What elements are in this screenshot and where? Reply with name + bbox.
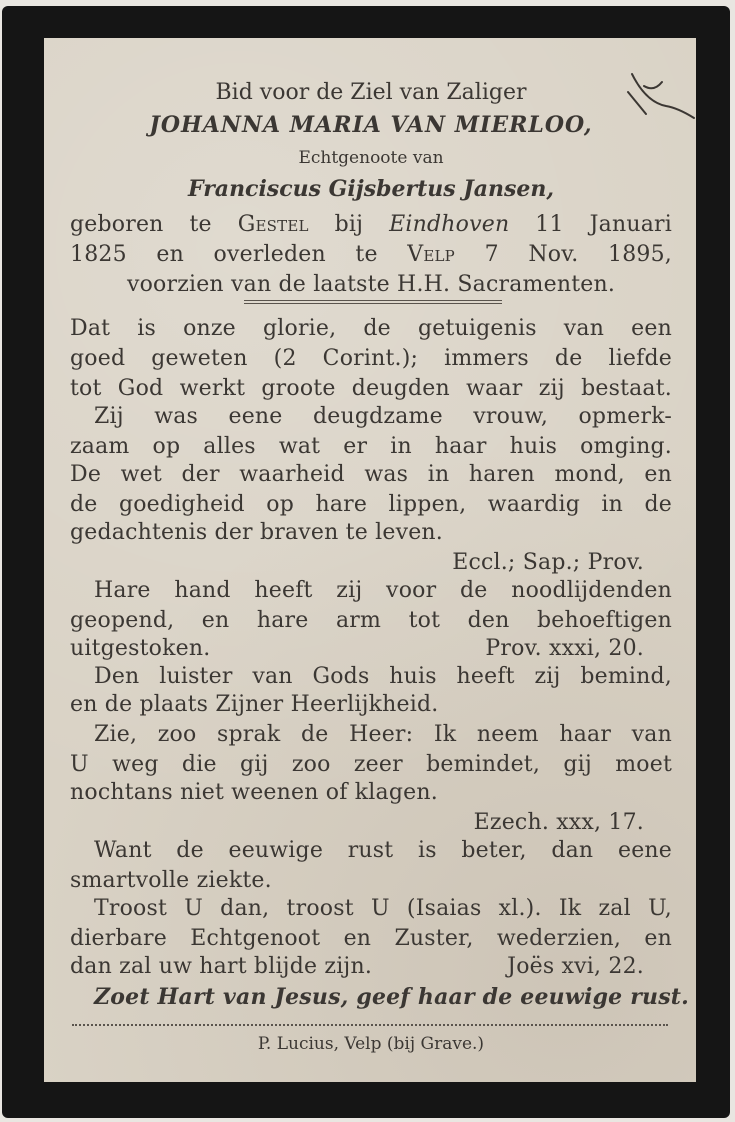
deceased-name: JOHANNA MARIA VAN MIERLOO, <box>149 112 593 138</box>
citation: Eccl.; Sap.; Prov. <box>452 550 644 575</box>
birth-date: 11 Januari <box>535 212 672 237</box>
body-line: zaam op alles wat er in haar huis omging. <box>70 434 672 459</box>
header-divider <box>244 300 502 304</box>
body-line: Zij was eene deugdzame vrouw, opmerk- <box>94 404 672 429</box>
sacraments-line: voorzien van de laatste H.H. Sacramenten. <box>126 272 616 297</box>
footer-divider <box>72 1024 668 1026</box>
birth-place: Gestel <box>237 212 309 237</box>
body-line: Want de eeuwige rust is beter, dan eene <box>94 838 672 863</box>
body-line: Dat is onze glorie, de getuigenis van een <box>70 316 672 341</box>
body-line: uitgestoken. <box>70 636 211 661</box>
body-line: dan zal uw hart blijde zijn. <box>70 954 373 979</box>
header-line-spouse-of: Echtgenoote van <box>298 148 444 168</box>
body-line: tot God werkt groote deugden waar zij bestaat. <box>70 376 672 401</box>
husband-name: Franciscus Gijsbertus Jansen, <box>187 176 554 202</box>
memorial-card <box>2 6 730 1118</box>
body-line: nochtans niet weenen of klagen. <box>70 780 438 805</box>
header-line-prayer: Bid voor de Ziel van Zaliger <box>215 80 527 105</box>
birth-line <box>70 212 672 237</box>
body-line: Den luister van Gods huis heeft zij bemind, <box>94 664 672 689</box>
death-place: Velp <box>407 242 455 267</box>
birth-city: Eindhoven <box>389 212 510 237</box>
body-line: U weg die gij zoo zeer bemindet, gij moet <box>70 752 672 777</box>
card-paper <box>44 38 696 1082</box>
body-line: goed geweten (2 Corint.); immers de liefde <box>70 346 672 371</box>
printer-line: P. Lucius, Velp (bij Grave.) <box>257 1034 485 1054</box>
body-line: Troost U dan, troost U (Isaias xl.). Ik zal U, <box>94 896 672 921</box>
body-line: Zie, zoo sprak de Heer: Ik neem haar van <box>94 722 672 747</box>
citation: Joës xvi, 22. <box>507 954 644 979</box>
citation: Ezech. xxx, 17. <box>473 810 644 835</box>
closing-prayer: Zoet Hart van Jesus, geef haar de eeuwige rust. <box>94 984 689 1010</box>
citation: Prov. xxxi, 20. <box>485 636 644 661</box>
death-text: 1825 en overleden te <box>70 242 378 267</box>
birth-text-bij: bij <box>334 212 364 237</box>
death-date: 7 Nov. 1895, <box>484 242 672 267</box>
body-line: geopend, en hare arm tot den behoeftigen <box>70 608 672 633</box>
body-line: dierbare Echtgenoot en Zuster, wederzien, en <box>70 926 672 951</box>
death-line <box>70 242 672 267</box>
body-line: gedachtenis der braven te leven. <box>70 520 443 545</box>
body-line: de goedigheid op hare lippen, waardig in de <box>70 492 672 517</box>
body-line: en de plaats Zijner Heerlijkheid. <box>70 692 439 717</box>
body-line: Hare hand heeft zij voor de noodlijdenden <box>94 578 672 603</box>
body-line: smartvolle ziekte. <box>70 868 272 893</box>
body-line: De wet der waarheid was in haren mond, en <box>70 462 672 487</box>
birth-text: geboren te <box>70 212 212 237</box>
